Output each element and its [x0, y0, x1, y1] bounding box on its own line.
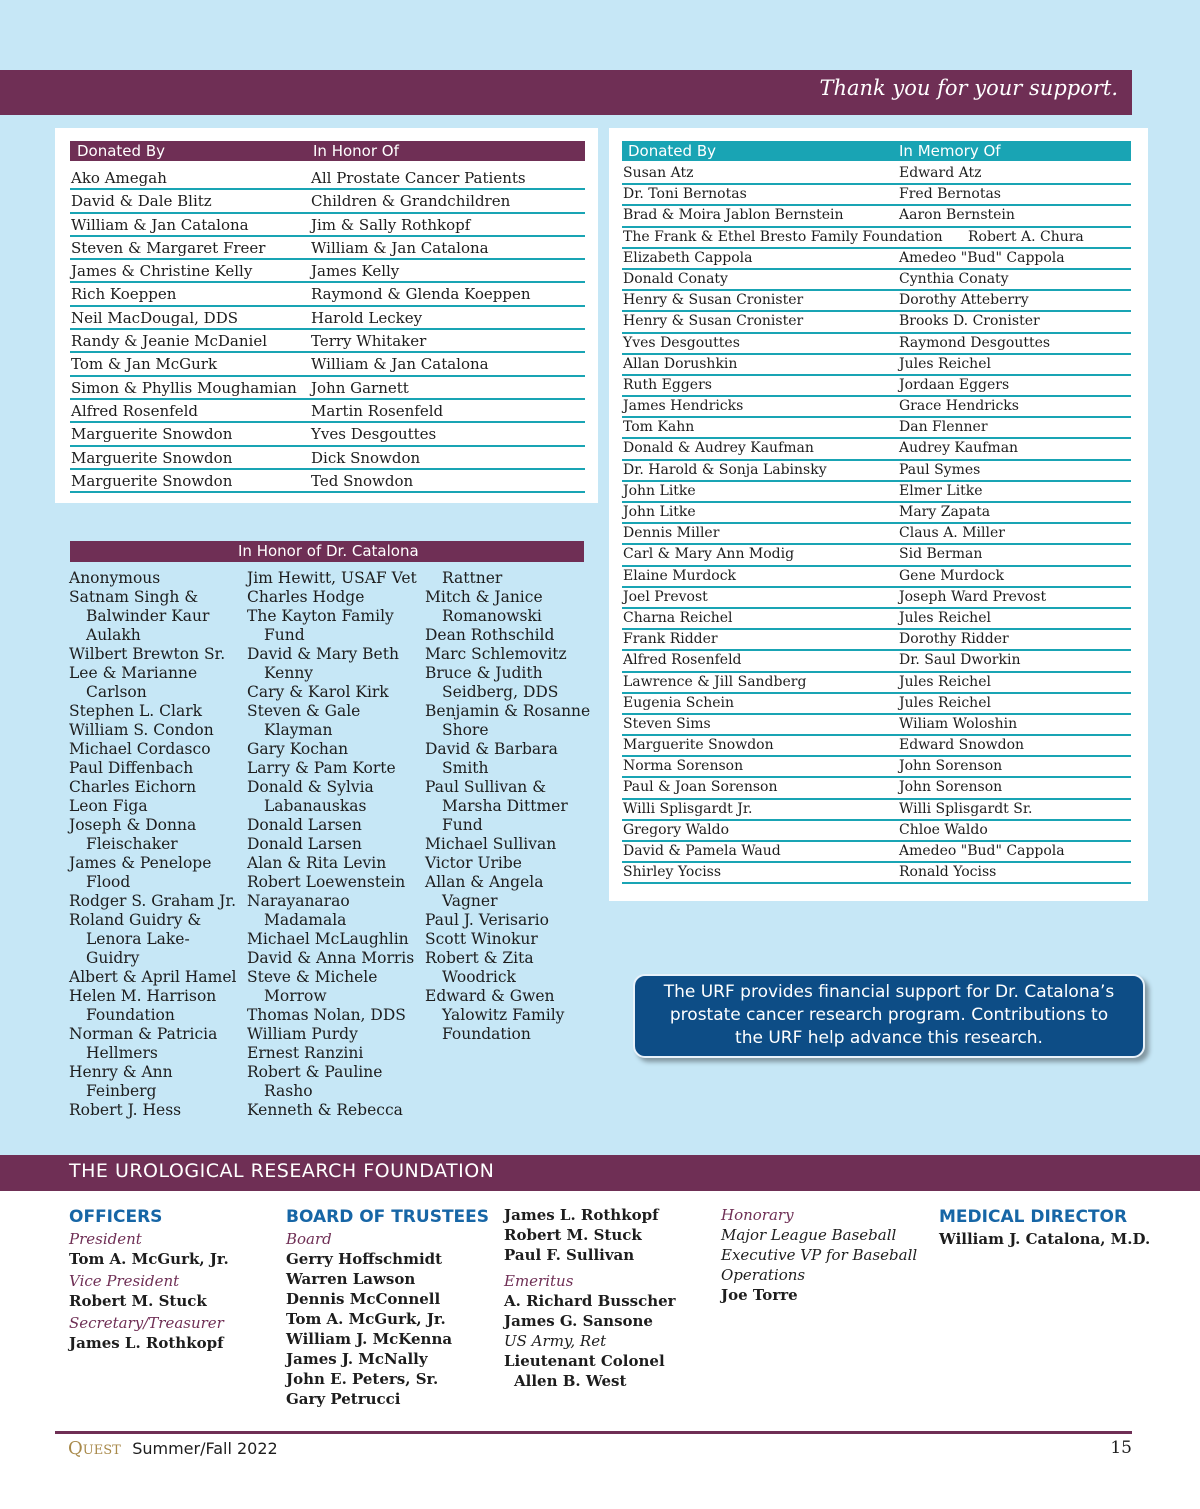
donor-name: Elaine Murdock	[623, 567, 737, 584]
catalona-donor: Paul J. Verisario	[425, 911, 549, 929]
donor-name: Marguerite Snowdon	[71, 448, 233, 467]
donor-name: Neil MacDougal, DDS	[71, 308, 238, 327]
catalona-donor: Vagner	[442, 892, 498, 910]
org-name: THE UROLOGICAL RESEARCH FOUNDATION	[69, 1160, 495, 1182]
honoree-name: Grace Hendricks	[899, 398, 1019, 415]
catalona-donor: Kenny	[264, 664, 314, 682]
honoree-name: Ted Snowdon	[311, 471, 414, 490]
honoree-name: Robert A. Chura	[968, 228, 1084, 245]
board-member: Paul F. Sullivan	[504, 1246, 635, 1264]
catalona-header-text: In Honor of Dr. Catalona	[238, 542, 419, 560]
table-row	[70, 423, 585, 446]
honoree-name: Jim & Sally Rothkopf	[311, 215, 471, 234]
catalona-donor: Rasho	[264, 1082, 313, 1100]
catalona-donor: Donald Larsen	[247, 835, 362, 853]
catalona-donor: David & Barbara	[425, 740, 558, 758]
footer-rule	[55, 1431, 1132, 1434]
catalona-donor: Benjamin & Rosanne	[425, 702, 591, 720]
honoree-name: Claus A. Miller	[899, 525, 1005, 542]
catalona-donor: Paul Sullivan &	[425, 778, 547, 796]
secretary-name: James L. Rothkopf	[69, 1334, 224, 1352]
honoree-name: Sid Berman	[899, 546, 983, 563]
honorary-line-3: Operations	[721, 1266, 806, 1284]
honoree-name: Amedeo "Bud" Cappola	[899, 843, 1065, 859]
table-row	[70, 330, 585, 353]
donor-name: Paul & Joan Sorenson	[623, 779, 778, 796]
catalona-donor: Jim Hewitt, USAF Vet	[247, 569, 417, 587]
table-row	[70, 470, 585, 493]
catalona-donor: Romanowski	[442, 607, 542, 625]
page-number: 15	[1110, 1438, 1132, 1458]
honoree-name: All Prostate Cancer Patients	[311, 169, 526, 187]
honoree-name: John Garnett	[311, 378, 409, 397]
catalona-donor: Gary Kochan	[247, 740, 349, 758]
board-continued-column	[504, 1205, 676, 1391]
officers-heading: OFFICERS	[69, 1207, 163, 1227]
table-row	[622, 588, 1131, 609]
board-member: Gerry Hoffschmidt	[286, 1250, 443, 1268]
honoree-name: Joseph Ward Prevost	[899, 588, 1047, 605]
board-label: Board	[286, 1230, 332, 1248]
catalona-donor: The Kayton Family	[247, 607, 394, 625]
catalona-donor: Hellmers	[86, 1044, 158, 1062]
emeritus-member: James G. Sansone	[504, 1312, 653, 1330]
board-member: James J. McNally	[286, 1350, 428, 1368]
table-row	[622, 312, 1131, 333]
catalona-donor: Aulakh	[86, 626, 141, 644]
army-note: US Army, Ret	[504, 1332, 607, 1350]
catalona-donor: Donald & Sylvia	[247, 778, 374, 796]
board-member: Dennis McConnell	[286, 1290, 441, 1308]
table-row	[70, 167, 585, 190]
donor-name: Ako Amegah	[71, 169, 167, 187]
catalona-donor: Lee & Marianne	[69, 664, 198, 682]
table-row	[622, 482, 1131, 503]
donor-name: Carl & Mary Ann Modig	[623, 546, 795, 563]
table-row	[622, 164, 1131, 185]
catalona-donor: Larry & Pam Korte	[247, 759, 396, 777]
table-row	[70, 400, 585, 423]
honoree-name: Audrey Kaufman	[899, 440, 1019, 457]
catalona-donor: James & Penelope	[69, 854, 212, 872]
honor-table	[70, 167, 585, 493]
honor-col-in-honor-of: In Honor Of	[313, 142, 399, 160]
catalona-donor: Roland Guidry &	[69, 911, 202, 929]
honoree-name: Dick Snowdon	[311, 448, 421, 467]
honor-col-donated-by: Donated By	[77, 142, 165, 160]
donor-name: Shirley Yociss	[623, 864, 722, 881]
honoree-name: Elmer Litke	[899, 482, 983, 499]
donor-name: Lawrence & Jill Sandberg	[623, 673, 807, 690]
catalona-donor: Dean Rothschild	[425, 626, 555, 644]
donor-name: Yves Desgouttes	[623, 334, 740, 351]
donor-name: Elizabeth Cappola	[623, 249, 753, 266]
donor-name: David & Pamela Waud	[623, 843, 781, 859]
table-row	[622, 800, 1131, 821]
catalona-donor: Victor Uribe	[425, 854, 522, 872]
catalona-donor: Helen M. Harrison	[69, 987, 217, 1005]
honoree-name: Mary Zapata	[899, 504, 991, 520]
donor-name: Frank Ridder	[623, 631, 718, 648]
board-member: Tom A. McGurk, Jr.	[286, 1310, 446, 1328]
honoree-name: Aaron Bernstein	[899, 207, 1015, 224]
vp-name: Robert M. Stuck	[69, 1292, 207, 1310]
honoree-name: Willi Splisgardt Sr.	[899, 800, 1033, 817]
table-row	[622, 397, 1131, 418]
catalona-donor: Henry & Ann	[69, 1063, 173, 1081]
urf-callout	[633, 974, 1145, 1058]
callout-line-3: the URF help advance this research.	[735, 1028, 1043, 1048]
donor-name: Norma Sorenson	[623, 758, 744, 775]
catalona-donor: Albert & April Hamel	[69, 968, 237, 986]
table-row	[622, 842, 1131, 863]
magazine-logo: Quest	[68, 1438, 121, 1459]
memory-table	[622, 164, 1131, 884]
donor-name: Marguerite Snowdon	[71, 471, 233, 490]
catalona-donor: Fund	[442, 816, 483, 834]
honoree-name: Yves Desgouttes	[311, 425, 437, 444]
donor-name: William & Jan Catalona	[71, 215, 249, 234]
catalona-donor: Woodrick	[442, 968, 516, 986]
donor-name: Dennis Miller	[623, 525, 720, 542]
board-member: Gary Petrucci	[286, 1390, 401, 1408]
catalona-donor: Kenneth & Rebecca	[247, 1101, 403, 1119]
donor-name: Tom Kahn	[623, 419, 695, 436]
catalona-donor: Feinberg	[86, 1082, 157, 1100]
table-row	[622, 757, 1131, 778]
table-row	[622, 863, 1131, 884]
catalona-donor: Smith	[442, 759, 489, 777]
board-column	[286, 1205, 489, 1409]
catalona-donor: Guidry	[86, 949, 140, 967]
honoree-name: Paul Symes	[899, 461, 981, 478]
catalona-donor: William S. Condon	[69, 721, 214, 739]
table-row	[70, 447, 585, 470]
donor-name: Donald Conaty	[623, 270, 728, 287]
honorary-line-1: Major League Baseball	[721, 1226, 897, 1244]
honoree-name: Children & Grandchildren	[311, 192, 511, 211]
table-row	[622, 736, 1131, 757]
catalona-donor: Mitch & Janice	[425, 588, 543, 606]
catalona-donor: Joseph & Donna	[69, 816, 197, 834]
honoree-name: John Sorenson	[899, 779, 1003, 796]
top-banner	[0, 70, 1132, 115]
donor-name: Alfred Rosenfeld	[71, 401, 198, 420]
honoree-name: Dorothy Atteberry	[899, 292, 1029, 309]
honoree-name: Terry Whitaker	[311, 332, 427, 351]
donor-name: Joel Prevost	[623, 588, 708, 605]
catalona-donor: Steve & Michele	[247, 968, 378, 986]
honorary-name: Joe Torre	[721, 1286, 798, 1304]
honoree-name: Jules Reichel	[899, 673, 991, 690]
honoree-name: John Sorenson	[899, 758, 1003, 775]
donor-name: Marguerite Snowdon	[623, 737, 774, 754]
issue-label: Summer/Fall 2022	[132, 1439, 278, 1458]
table-row	[622, 376, 1131, 397]
table-row	[622, 249, 1131, 270]
honoree-name: Jules Reichel	[899, 694, 991, 711]
honoree-name: Wiliam Woloshin	[899, 715, 1018, 732]
donor-name: Susan Atz	[623, 165, 694, 181]
catalona-donor: Morrow	[264, 987, 327, 1005]
table-row	[622, 545, 1131, 566]
catalona-donor: Stephen L. Clark	[69, 702, 203, 720]
donor-name: Steven & Margaret Freer	[71, 238, 266, 257]
catalona-donor: Norman & Patricia	[69, 1025, 218, 1043]
table-row	[622, 185, 1131, 206]
catalona-column-3	[425, 569, 590, 1044]
board-member: Robert M. Stuck	[504, 1226, 642, 1244]
donor-name: Gregory Waldo	[623, 821, 729, 838]
donor-name: Henry & Susan Cronister	[623, 313, 804, 330]
donor-name: Brad & Moira Jablon Bernstein	[623, 207, 844, 224]
table-row	[622, 778, 1131, 799]
board-member: James L. Rothkopf	[504, 1206, 659, 1224]
donor-name: Ruth Eggers	[623, 376, 712, 393]
honorary-column	[721, 1205, 917, 1305]
catalona-donor: Robert Loewenstein	[247, 873, 406, 891]
catalona-donor: Paul Diffenbach	[69, 759, 194, 777]
catalona-donor: Thomas Nolan, DDS	[247, 1006, 406, 1024]
secretary-label: Secretary/Treasurer	[69, 1314, 224, 1332]
honoree-name: Ronald Yociss	[899, 864, 997, 881]
colonel-title: Lieutenant Colonel	[504, 1352, 665, 1370]
catalona-donor: Flood	[86, 873, 131, 891]
table-row	[622, 503, 1131, 524]
honoree-name: Jules Reichel	[899, 355, 991, 372]
board-heading: BOARD OF TRUSTEES	[286, 1207, 490, 1227]
donor-name: Dr. Harold & Sonja Labinsky	[623, 461, 827, 478]
table-row	[70, 283, 585, 306]
catalona-column-2	[247, 569, 417, 1120]
catalona-donor: Anonymous	[69, 569, 161, 587]
catalona-donor: Ernest Ranzini	[247, 1044, 364, 1062]
catalona-donor: Scott Winokur	[425, 930, 538, 948]
table-row	[622, 673, 1131, 694]
vp-label: Vice President	[69, 1272, 180, 1290]
donor-name: Marguerite Snowdon	[71, 425, 233, 444]
honor-table-header	[70, 141, 585, 161]
catalona-donor: Robert J. Hess	[69, 1101, 182, 1119]
catalona-donor: Michael Cordasco	[69, 740, 211, 758]
colonel-name: Allen B. West	[514, 1372, 627, 1390]
catalona-donor: Fund	[264, 626, 305, 644]
catalona-donor: Seidberg, DDS	[442, 683, 559, 701]
table-row	[622, 439, 1131, 460]
catalona-donor: Bruce & Judith	[425, 664, 543, 682]
catalona-donor: Michael McLaughlin	[247, 930, 409, 948]
catalona-donor: Rodger S. Graham Jr.	[69, 892, 237, 910]
table-row	[70, 260, 585, 283]
board-member: John E. Peters, Sr.	[286, 1370, 439, 1388]
catalona-donor: Labanauskas	[264, 797, 367, 815]
donor-name: Dr. Toni Bernotas	[623, 186, 747, 203]
catalona-donor: Wilbert Brewton Sr.	[69, 645, 226, 663]
honoree-name: Raymond Desgouttes	[899, 334, 1051, 351]
honorary-line-2: Executive VP for Baseball	[721, 1246, 918, 1264]
donor-name: John Litke	[623, 504, 696, 520]
board-member: William J. McKenna	[286, 1330, 453, 1348]
callout-line-2: prostate cancer research program. Contributions to	[669, 1005, 1109, 1025]
donor-name: Alfred Rosenfeld	[623, 652, 742, 669]
catalona-donor: Allan & Angela	[425, 873, 544, 891]
catalona-donor: Fleischaker	[86, 835, 178, 853]
catalona-donor: Cary & Karol Kirk	[247, 683, 389, 701]
catalona-donor: Charles Hodge	[247, 588, 365, 606]
donor-name: Randy & Jeanie McDaniel	[71, 332, 268, 351]
thank-you-text: Thank you for your support.	[819, 76, 1118, 100]
donor-name: John Litke	[623, 482, 696, 499]
table-row	[70, 237, 585, 260]
donor-name: The Frank & Ethel Bresto Family Foundation	[623, 228, 943, 245]
honoree-name: Raymond & Glenda Koeppen	[311, 285, 531, 304]
catalona-donor: Foundation	[442, 1025, 531, 1043]
catalona-donor: Charles Eichorn	[69, 778, 197, 796]
catalona-donor: Leon Figa	[69, 797, 148, 815]
honoree-name: Amedeo "Bud" Cappola	[899, 249, 1065, 266]
honoree-name: William & Jan Catalona	[311, 238, 489, 257]
table-row	[622, 291, 1131, 312]
table-row	[622, 228, 1131, 249]
honoree-name: Dan Flenner	[899, 419, 988, 436]
president-name: Tom A. McGurk, Jr.	[69, 1250, 229, 1268]
officers-column	[69, 1205, 229, 1353]
honoree-name: William & Jan Catalona	[311, 355, 489, 374]
table-row	[622, 821, 1131, 842]
donor-name: Eugenia Schein	[623, 694, 735, 711]
donor-name: Charna Reichel	[623, 609, 733, 626]
table-row	[622, 651, 1131, 672]
donor-name: Tom & Jan McGurk	[71, 355, 218, 374]
honoree-name: Jules Reichel	[899, 609, 991, 626]
table-row	[622, 609, 1131, 630]
emeritus-member: A. Richard Busscher	[504, 1292, 676, 1310]
catalona-donor: Shore	[442, 721, 489, 739]
table-row	[622, 418, 1131, 439]
honoree-name: Chloe Waldo	[899, 821, 988, 838]
memory-col-donated-by: Donated By	[628, 142, 716, 160]
callout-line-1: The URF provides financial support for Dr. Catalona’s	[663, 982, 1115, 1002]
emeritus-label: Emeritus	[504, 1272, 574, 1290]
catalona-header	[70, 541, 584, 562]
memory-col-in-memory-of: In Memory Of	[899, 142, 1001, 160]
catalona-donor: David & Mary Beth	[247, 645, 399, 663]
catalona-donor: Alan & Rita Levin	[247, 854, 387, 872]
table-row	[70, 353, 585, 376]
catalona-donor: Satnam Singh &	[69, 588, 199, 606]
medical-director-column	[939, 1205, 1150, 1249]
honoree-name: Martin Rosenfeld	[311, 401, 444, 420]
medical-director-heading: MEDICAL DIRECTOR	[939, 1207, 1128, 1227]
catalona-donor: David & Anna Morris	[247, 949, 415, 967]
honoree-name: Dorothy Ridder	[899, 631, 1009, 648]
table-row	[70, 377, 585, 400]
catalona-donor: Robert & Pauline	[247, 1063, 383, 1081]
donor-name: James Hendricks	[623, 398, 744, 415]
honoree-name: Edward Snowdon	[899, 737, 1025, 754]
donor-name: Donald & Audrey Kaufman	[623, 440, 814, 457]
catalona-donor: Marc Schlemovitz	[425, 645, 567, 663]
honoree-name: James Kelly	[311, 262, 400, 281]
catalona-donor: Rattner	[442, 569, 503, 587]
catalona-donor: Balwinder Kaur	[86, 607, 210, 625]
catalona-donor: Yalowitz Family	[442, 1006, 565, 1024]
table-row	[622, 715, 1131, 736]
table-row	[70, 190, 585, 213]
catalona-donor: Madamala	[264, 911, 347, 929]
honoree-name: Jordaan Eggers	[899, 376, 1010, 393]
table-row	[622, 334, 1131, 355]
donor-name: Willi Splisgardt Jr.	[623, 800, 753, 817]
president-label: President	[69, 1230, 142, 1248]
catalona-donor: Carlson	[86, 683, 147, 701]
honoree-name: Dr. Saul Dworkin	[899, 652, 1021, 669]
donor-name: Simon & Phyllis Moughamian	[71, 378, 297, 397]
honoree-name: Fred Bernotas	[899, 186, 1001, 203]
catalona-donor: Narayanarao	[247, 892, 350, 910]
catalona-donor: Donald Larsen	[247, 816, 362, 834]
table-row	[70, 214, 585, 237]
table-row	[622, 270, 1131, 291]
folio-left	[68, 1438, 278, 1459]
catalona-donor: Edward & Gwen	[425, 987, 555, 1005]
board-member: Warren Lawson	[286, 1270, 416, 1288]
table-row	[622, 355, 1131, 376]
table-row	[70, 307, 585, 330]
table-row	[622, 461, 1131, 482]
donor-name: Rich Koeppen	[71, 285, 177, 304]
catalona-donor: Lenora Lake-	[86, 930, 190, 948]
table-row	[622, 630, 1131, 651]
catalona-donor: William Purdy	[247, 1025, 358, 1043]
donor-name: Steven Sims	[623, 715, 711, 732]
donor-name: Henry & Susan Cronister	[623, 292, 804, 309]
memory-table-header	[622, 141, 1131, 161]
medical-director-name: William J. Catalona, M.D.	[939, 1230, 1151, 1248]
donor-name: James & Christine Kelly	[71, 262, 253, 281]
table-row	[622, 567, 1131, 588]
catalona-column-1	[69, 569, 237, 1120]
org-banner	[0, 1155, 1200, 1191]
catalona-donor: Klayman	[264, 721, 333, 739]
table-row	[622, 206, 1131, 227]
honoree-name: Edward Atz	[899, 165, 982, 181]
catalona-donor: Marsha Dittmer	[442, 797, 568, 815]
catalona-donor: Foundation	[86, 1006, 175, 1024]
honorary-label: Honorary	[721, 1206, 794, 1224]
honoree-name: Cynthia Conaty	[899, 270, 1009, 287]
catalona-donor: Steven & Gale	[247, 702, 361, 720]
honoree-name: Gene Murdock	[899, 567, 1004, 584]
catalona-donor: Michael Sullivan	[425, 835, 557, 853]
table-row	[622, 694, 1131, 715]
donor-name: Allan Dorushkin	[623, 355, 738, 372]
honoree-name: Brooks D. Cronister	[899, 313, 1040, 330]
honoree-name: Harold Leckey	[311, 308, 423, 327]
donor-name: David & Dale Blitz	[71, 192, 212, 211]
table-row	[622, 524, 1131, 545]
catalona-donor: Robert & Zita	[425, 949, 534, 967]
